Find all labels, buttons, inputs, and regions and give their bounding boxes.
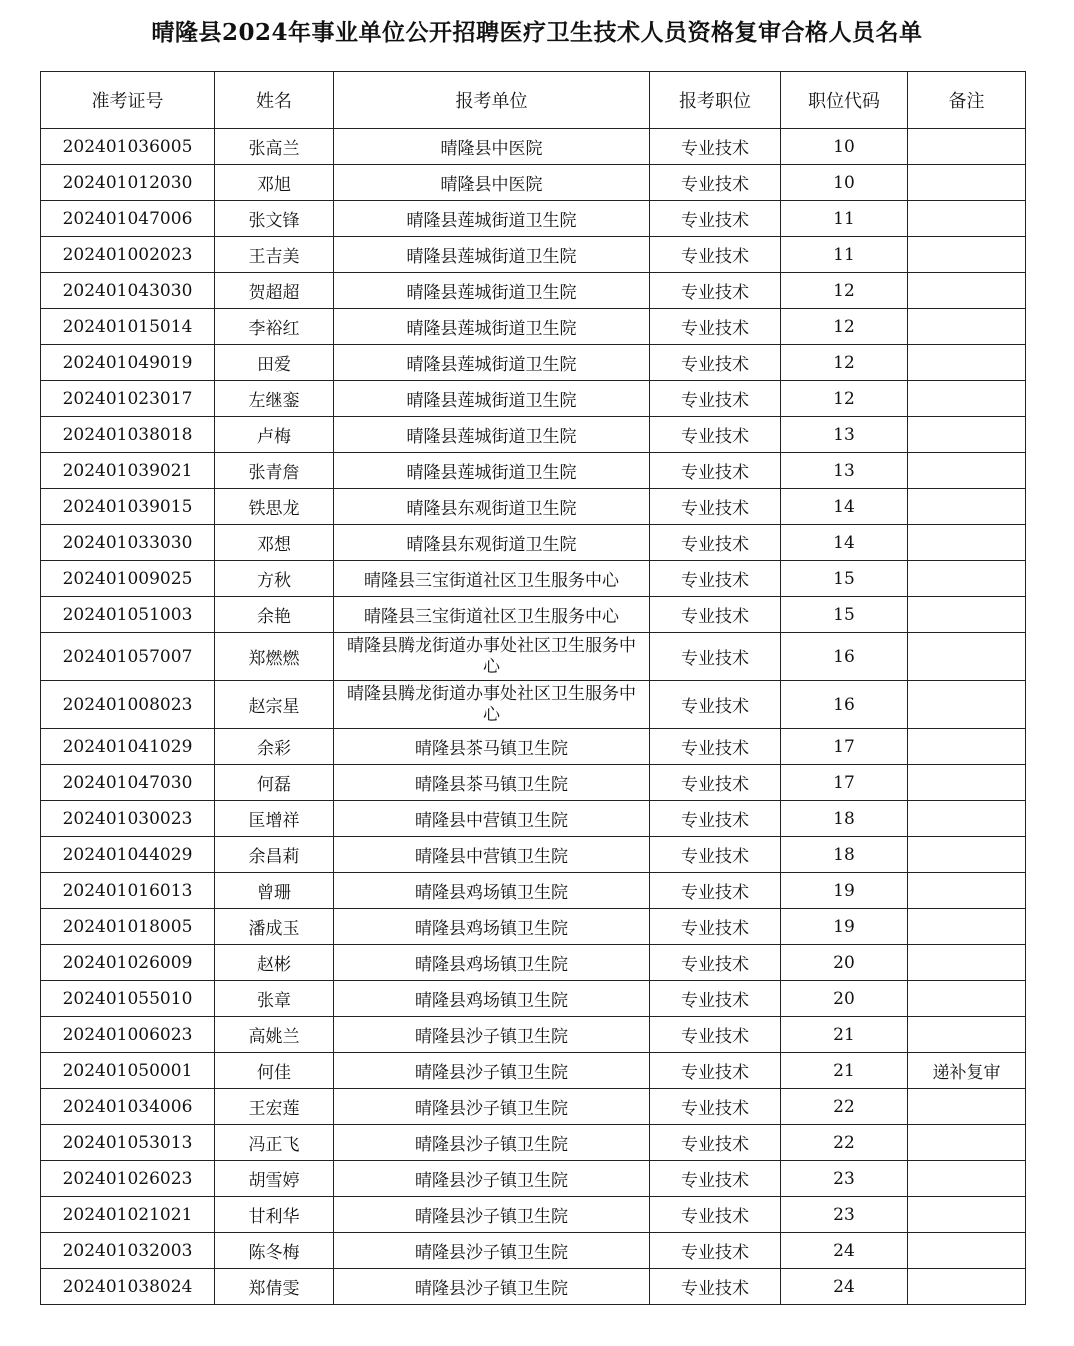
- cell-position: 专业技术: [650, 273, 781, 309]
- qualified-personnel-table: [40, 71, 1026, 1305]
- cell-position: 专业技术: [650, 309, 781, 345]
- header-remarks: 备注: [908, 72, 1026, 129]
- cell-name: 张章: [215, 981, 334, 1017]
- cell-position: 专业技术: [650, 909, 781, 945]
- cell-exam-id: 202401032003: [41, 1233, 215, 1269]
- cell-name: 郑倩雯: [215, 1269, 334, 1305]
- cell-name: 赵彬: [215, 945, 334, 981]
- cell-name: 余彩: [215, 729, 334, 765]
- cell-name: 胡雪婷: [215, 1161, 334, 1197]
- cell-unit: 晴隆县鸡场镇卫生院: [334, 873, 650, 909]
- table-row: [41, 1053, 1026, 1089]
- header-unit: 报考单位: [334, 72, 650, 129]
- table-row: [41, 525, 1026, 561]
- cell-position-code: 20: [781, 945, 908, 981]
- cell-position-code: 21: [781, 1017, 908, 1053]
- document-title: 晴隆县2024年事业单位公开招聘医疗卫生技术人员资格复审合格人员名单: [151, 19, 923, 46]
- cell-position: 专业技术: [650, 981, 781, 1017]
- cell-unit: 晴隆县沙子镇卫生院: [334, 1089, 650, 1125]
- cell-name: 陈冬梅: [215, 1233, 334, 1269]
- table-row: [41, 417, 1026, 453]
- cell-name: 邓旭: [215, 165, 334, 201]
- cell-position: 专业技术: [650, 453, 781, 489]
- cell-position-code: 12: [781, 381, 908, 417]
- cell-position: 专业技术: [650, 525, 781, 561]
- cell-name: 铁思龙: [215, 489, 334, 525]
- cell-name: 曾珊: [215, 873, 334, 909]
- cell-position: 专业技术: [650, 633, 781, 681]
- cell-unit: 晴隆县沙子镇卫生院: [334, 1125, 650, 1161]
- table-row: [41, 237, 1026, 273]
- cell-unit: [334, 681, 650, 729]
- cell-position: 专业技术: [650, 381, 781, 417]
- header-name: 姓名: [215, 72, 334, 129]
- table-header-row: [41, 72, 1026, 129]
- cell-unit: 晴隆县莲城街道卫生院: [334, 417, 650, 453]
- cell-name: 王吉美: [215, 237, 334, 273]
- cell-exam-id: 202401023017: [41, 381, 215, 417]
- cell-position-code: 24: [781, 1269, 908, 1305]
- cell-exam-id: 202401030023: [41, 801, 215, 837]
- cell-unit-text: 晴隆县腾龙街道办事处社区卫生服务中心: [347, 683, 636, 725]
- cell-unit: 晴隆县三宝街道社区卫生服务中心: [334, 561, 650, 597]
- cell-remarks: [908, 1269, 1026, 1305]
- table-row: [41, 309, 1026, 345]
- cell-exam-id: 202401012030: [41, 165, 215, 201]
- cell-name: 左继銮: [215, 381, 334, 417]
- cell-unit: 晴隆县莲城街道卫生院: [334, 381, 650, 417]
- cell-position-code: 23: [781, 1161, 908, 1197]
- cell-unit: 晴隆县中营镇卫生院: [334, 837, 650, 873]
- cell-exam-id: 202401009025: [41, 561, 215, 597]
- cell-position-code: 17: [781, 729, 908, 765]
- cell-position: 专业技术: [650, 1269, 781, 1305]
- cell-remarks: [908, 1197, 1026, 1233]
- cell-unit: 晴隆县鸡场镇卫生院: [334, 981, 650, 1017]
- cell-position: 专业技术: [650, 801, 781, 837]
- cell-name: 匡增祥: [215, 801, 334, 837]
- cell-exam-id: 202401021021: [41, 1197, 215, 1233]
- cell-remarks: [908, 1161, 1026, 1197]
- cell-unit: 晴隆县沙子镇卫生院: [334, 1017, 650, 1053]
- cell-position-code: 19: [781, 873, 908, 909]
- cell-remarks: [908, 681, 1026, 729]
- table-row: [41, 561, 1026, 597]
- cell-position-code: 17: [781, 765, 908, 801]
- cell-position: 专业技术: [650, 1161, 781, 1197]
- table-row: [41, 453, 1026, 489]
- cell-position: 专业技术: [650, 837, 781, 873]
- cell-unit: 晴隆县莲城街道卫生院: [334, 237, 650, 273]
- cell-exam-id: 202401026023: [41, 1161, 215, 1197]
- cell-exam-id: 202401006023: [41, 1017, 215, 1053]
- table-row: [41, 381, 1026, 417]
- cell-position: 专业技术: [650, 1125, 781, 1161]
- cell-position: 专业技术: [650, 945, 781, 981]
- cell-position-code: 16: [781, 681, 908, 729]
- table-row: [41, 1017, 1026, 1053]
- cell-remarks: [908, 633, 1026, 681]
- cell-position-code: 12: [781, 309, 908, 345]
- cell-position: 专业技术: [650, 1053, 781, 1089]
- cell-position: 专业技术: [650, 345, 781, 381]
- cell-remarks: [908, 345, 1026, 381]
- cell-position-code: 10: [781, 129, 908, 165]
- cell-name: 张高兰: [215, 129, 334, 165]
- cell-position: 专业技术: [650, 1197, 781, 1233]
- cell-position-code: 11: [781, 237, 908, 273]
- cell-unit: [334, 633, 650, 681]
- table-row: [41, 597, 1026, 633]
- cell-name: 高姚兰: [215, 1017, 334, 1053]
- cell-name: 潘成玉: [215, 909, 334, 945]
- cell-position-code: 20: [781, 981, 908, 1017]
- cell-name: 何佳: [215, 1053, 334, 1089]
- cell-position-code: 23: [781, 1197, 908, 1233]
- cell-remarks: [908, 237, 1026, 273]
- cell-remarks: [908, 765, 1026, 801]
- table-row: [41, 201, 1026, 237]
- cell-remarks: [908, 1017, 1026, 1053]
- cell-unit-text: 晴隆县腾龙街道办事处社区卫生服务中心: [347, 635, 636, 677]
- table-row: [41, 489, 1026, 525]
- cell-remarks: [908, 801, 1026, 837]
- cell-position: 专业技术: [650, 681, 781, 729]
- cell-unit: 晴隆县莲城街道卫生院: [334, 345, 650, 381]
- cell-position: 专业技术: [650, 237, 781, 273]
- table-body: [41, 129, 1026, 1305]
- cell-position-code: 12: [781, 273, 908, 309]
- cell-unit: 晴隆县茶马镇卫生院: [334, 729, 650, 765]
- cell-position-code: 22: [781, 1089, 908, 1125]
- cell-unit: 晴隆县三宝街道社区卫生服务中心: [334, 597, 650, 633]
- cell-name: 贺超超: [215, 273, 334, 309]
- cell-position: 专业技术: [650, 201, 781, 237]
- table-row: [41, 945, 1026, 981]
- cell-remarks: [908, 837, 1026, 873]
- cell-position: 专业技术: [650, 417, 781, 453]
- table-row: [41, 273, 1026, 309]
- cell-exam-id: 202401053013: [41, 1125, 215, 1161]
- cell-exam-id: 202401008023: [41, 681, 215, 729]
- table-row: [41, 633, 1026, 681]
- cell-position: 专业技术: [650, 1233, 781, 1269]
- table-row: [41, 681, 1026, 729]
- cell-unit: 晴隆县莲城街道卫生院: [334, 309, 650, 345]
- cell-name: 冯正飞: [215, 1125, 334, 1161]
- cell-position: 专业技术: [650, 1089, 781, 1125]
- cell-exam-id: 202401038024: [41, 1269, 215, 1305]
- table-row: [41, 1269, 1026, 1305]
- cell-position-code: 11: [781, 201, 908, 237]
- cell-remarks: [908, 165, 1026, 201]
- header-exam-id: 准考证号: [41, 72, 215, 129]
- cell-position: 专业技术: [650, 597, 781, 633]
- cell-name: 余昌莉: [215, 837, 334, 873]
- table-row: [41, 345, 1026, 381]
- cell-remarks: [908, 381, 1026, 417]
- cell-remarks: [908, 1089, 1026, 1125]
- table-row: [41, 1161, 1026, 1197]
- cell-name: 张青詹: [215, 453, 334, 489]
- header-position-code: 职位代码: [781, 72, 908, 129]
- table-row: [41, 981, 1026, 1017]
- table-row: [41, 729, 1026, 765]
- table-row: [41, 837, 1026, 873]
- cell-name: 卢梅: [215, 417, 334, 453]
- cell-exam-id: 202401039021: [41, 453, 215, 489]
- cell-remarks: [908, 873, 1026, 909]
- cell-unit: 晴隆县沙子镇卫生院: [334, 1053, 650, 1089]
- cell-position-code: 24: [781, 1233, 908, 1269]
- cell-name: 赵宗星: [215, 681, 334, 729]
- cell-position-code: 16: [781, 633, 908, 681]
- cell-exam-id: 202401018005: [41, 909, 215, 945]
- table-row: [41, 765, 1026, 801]
- cell-unit: 晴隆县沙子镇卫生院: [334, 1197, 650, 1233]
- cell-remarks: [908, 201, 1026, 237]
- cell-position: 专业技术: [650, 561, 781, 597]
- cell-position: 专业技术: [650, 873, 781, 909]
- cell-unit: 晴隆县莲城街道卫生院: [334, 453, 650, 489]
- cell-unit: 晴隆县鸡场镇卫生院: [334, 945, 650, 981]
- cell-exam-id: 202401026009: [41, 945, 215, 981]
- cell-remarks: [908, 417, 1026, 453]
- cell-name: 方秋: [215, 561, 334, 597]
- cell-name: 田爱: [215, 345, 334, 381]
- cell-name: 张文锋: [215, 201, 334, 237]
- cell-unit: 晴隆县茶马镇卫生院: [334, 765, 650, 801]
- cell-position: 专业技术: [650, 765, 781, 801]
- cell-exam-id: 202401015014: [41, 309, 215, 345]
- cell-remarks: [908, 489, 1026, 525]
- cell-exam-id: 202401036005: [41, 129, 215, 165]
- cell-position-code: 19: [781, 909, 908, 945]
- cell-unit: 晴隆县中医院: [334, 165, 650, 201]
- cell-remarks: [908, 945, 1026, 981]
- cell-unit: 晴隆县沙子镇卫生院: [334, 1161, 650, 1197]
- cell-remarks: [908, 597, 1026, 633]
- cell-remarks: [908, 129, 1026, 165]
- cell-remarks: [908, 309, 1026, 345]
- cell-exam-id: 202401016013: [41, 873, 215, 909]
- cell-remarks: [908, 561, 1026, 597]
- cell-exam-id: 202401038018: [41, 417, 215, 453]
- cell-position-code: 13: [781, 453, 908, 489]
- cell-position-code: 14: [781, 525, 908, 561]
- table-row: [41, 873, 1026, 909]
- cell-position-code: 21: [781, 1053, 908, 1089]
- cell-position: 专业技术: [650, 729, 781, 765]
- cell-name: 李裕红: [215, 309, 334, 345]
- cell-remarks: [908, 981, 1026, 1017]
- cell-exam-id: 202401044029: [41, 837, 215, 873]
- cell-unit: 晴隆县东观街道卫生院: [334, 525, 650, 561]
- cell-remarks: [908, 1233, 1026, 1269]
- cell-position-code: 14: [781, 489, 908, 525]
- cell-remarks: [908, 909, 1026, 945]
- cell-remarks: [908, 1125, 1026, 1161]
- cell-remarks: [908, 525, 1026, 561]
- cell-unit: 晴隆县沙子镇卫生院: [334, 1269, 650, 1305]
- cell-remarks: [908, 273, 1026, 309]
- table-row: [41, 1089, 1026, 1125]
- cell-exam-id: 202401049019: [41, 345, 215, 381]
- cell-name: 何磊: [215, 765, 334, 801]
- cell-unit: 晴隆县鸡场镇卫生院: [334, 909, 650, 945]
- cell-exam-id: 202401057007: [41, 633, 215, 681]
- cell-position-code: 12: [781, 345, 908, 381]
- cell-position-code: 15: [781, 597, 908, 633]
- cell-exam-id: 202401033030: [41, 525, 215, 561]
- cell-position: 专业技术: [650, 489, 781, 525]
- cell-position-code: 18: [781, 801, 908, 837]
- cell-exam-id: 202401002023: [41, 237, 215, 273]
- cell-remarks: [908, 729, 1026, 765]
- cell-unit: 晴隆县莲城街道卫生院: [334, 273, 650, 309]
- cell-name: 甘利华: [215, 1197, 334, 1233]
- cell-name: 郑燃燃: [215, 633, 334, 681]
- table-row: [41, 165, 1026, 201]
- cell-remarks: [908, 453, 1026, 489]
- cell-exam-id: 202401051003: [41, 597, 215, 633]
- cell-position-code: 15: [781, 561, 908, 597]
- cell-exam-id: 202401039015: [41, 489, 215, 525]
- cell-exam-id: 202401050001: [41, 1053, 215, 1089]
- cell-position: 专业技术: [650, 165, 781, 201]
- cell-exam-id: 202401047006: [41, 201, 215, 237]
- cell-unit: 晴隆县中营镇卫生院: [334, 801, 650, 837]
- cell-unit: 晴隆县莲城街道卫生院: [334, 201, 650, 237]
- cell-remarks: 递补复审: [908, 1053, 1026, 1089]
- cell-exam-id: 202401034006: [41, 1089, 215, 1125]
- table-row: [41, 129, 1026, 165]
- table-row: [41, 909, 1026, 945]
- cell-unit: 晴隆县沙子镇卫生院: [334, 1233, 650, 1269]
- cell-position: 专业技术: [650, 129, 781, 165]
- header-position: 报考职位: [650, 72, 781, 129]
- cell-exam-id: 202401055010: [41, 981, 215, 1017]
- cell-unit: 晴隆县中医院: [334, 129, 650, 165]
- cell-name: 王宏莲: [215, 1089, 334, 1125]
- table-row: [41, 1125, 1026, 1161]
- cell-name: 余艳: [215, 597, 334, 633]
- table-row: [41, 1233, 1026, 1269]
- table-row: [41, 1197, 1026, 1233]
- cell-position: 专业技术: [650, 1017, 781, 1053]
- cell-position-code: 18: [781, 837, 908, 873]
- cell-position-code: 13: [781, 417, 908, 453]
- cell-position-code: 10: [781, 165, 908, 201]
- cell-exam-id: 202401047030: [41, 765, 215, 801]
- cell-exam-id: 202401041029: [41, 729, 215, 765]
- cell-exam-id: 202401043030: [41, 273, 215, 309]
- cell-position-code: 22: [781, 1125, 908, 1161]
- cell-name: 邓想: [215, 525, 334, 561]
- table-row: [41, 801, 1026, 837]
- cell-unit: 晴隆县东观街道卫生院: [334, 489, 650, 525]
